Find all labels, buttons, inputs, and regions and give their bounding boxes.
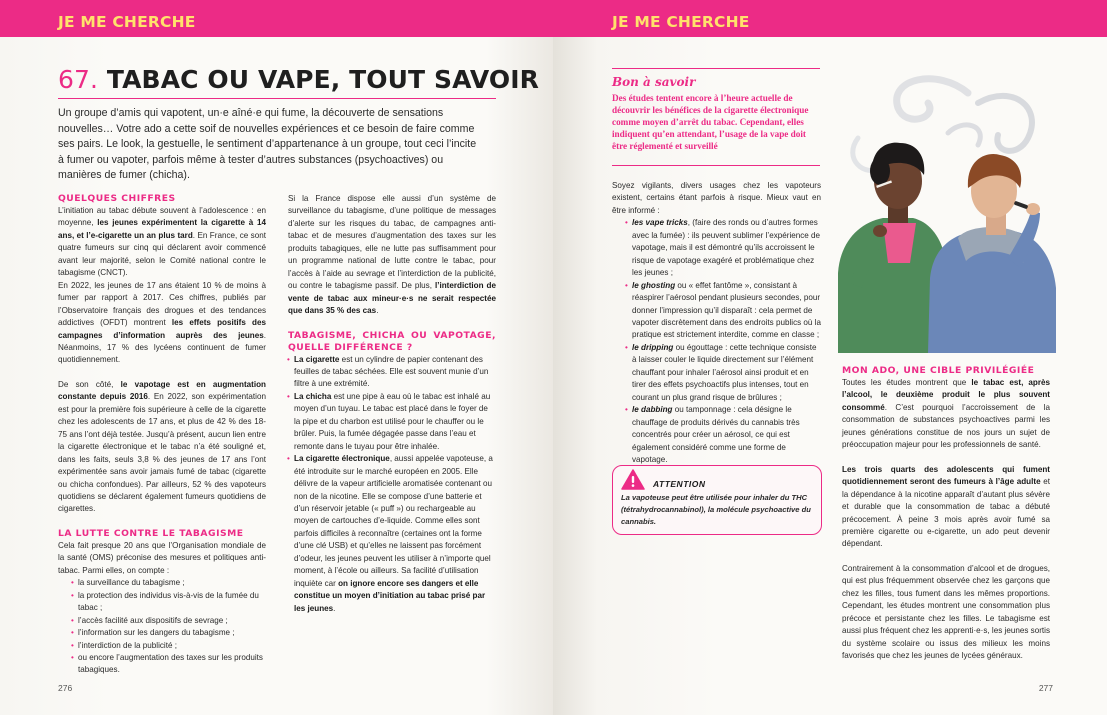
bon-a-savoir-text: Des études tentent encore à l’heure actuelle de découvrir les bénéfices de la cigarette électronique comme moyen d’arrêt du tabac. Cependant, elles indiquent qu’en attendant, l’usage de la vape doit être réglementé et surveillé (612, 93, 809, 152)
bullet-list (612, 217, 821, 466)
paragraph: Les trois quarts des adolescents qui fument quotidiennement seront des fumeurs à l’âge adulte et la dépendance à la nicotine apparaît d’autant plus sévère et durable que la consommation de tabac a débuté précocement. À peine 3 mois après avoir fumé sa première cigarette ou e-cigarette, un ado peut devenir dépendant. (842, 464, 1050, 549)
list-item: • l’information sur les dangers du tabagisme ; (72, 627, 266, 639)
bullet-list (58, 577, 266, 677)
column-1 (58, 193, 266, 677)
chapter-title (58, 65, 539, 94)
bon-a-savoir-box (612, 67, 820, 152)
bon-a-savoir-title: Bon à savoir (612, 75, 696, 89)
list-item: • l’accès facilité aux dispositifs de sevrage ; (72, 615, 266, 627)
paragraph: Soyez vigilants, divers usages chez les vapoteurs existent, certains étant parfois à risque. Mieux vaut en être informé : (612, 181, 821, 215)
column-4 (842, 365, 1050, 663)
header-band (553, 0, 1107, 37)
page-number: 277 (1038, 683, 1053, 693)
chapter-number: 67. (58, 65, 99, 94)
list-item: • le dripping ou égouttage : cette technique consiste à laisser couler le liquide directement sur l’élément chauffant pour inhaler l’aérosol ainsi produit et en tirer des effets psychoactifs plus intenses, tout en courant un plus grand risque de brûlures ; (626, 342, 821, 404)
header-band (0, 0, 553, 37)
list-item: • La chicha est une pipe à eau où le tabac est inhalé au moyen d’un tuyau. Le tabac est placé dans le foyer de la pipe et du charbon est utilisé pour le chauffer ou le brûler. Puis, la fumée dégagée passe dans l’eau et remonte dans le tuyau pour être inhalée. (288, 391, 496, 453)
teens-vaping-illustration (828, 63, 1058, 353)
section-title-chiffres: QUELQUES CHIFFRES (58, 193, 176, 204)
column-3 (612, 180, 821, 466)
list-item: • le dabbing ou tamponnage : cela désigne le chauffage de produits dérivés du cannabis très concentrés pour créer un aérosol, ce qui est également considéré comme une forme de vapotage. (626, 404, 821, 466)
left-page (0, 0, 553, 715)
list-item: • l’interdiction de la publicité ; (72, 640, 266, 652)
attention-box (612, 465, 822, 535)
section-title-difference: TABAGISME, CHICHA OU VAPOTAGE, QUELLE DIFFÉRENCE ? (288, 329, 496, 353)
paragraph: L’initiation au tabac débute souvent à l’adolescence : en moyenne, les jeunes expérimentent la cigarette à 14 ans, et l’e-cigarette un an plus tard. En France, ce sont quatre fumeurs sur cinq qui déclarent avoir commencé avant leur majorité, selon le Comité national contre le tabagisme (CNCT). (58, 206, 266, 278)
running-header: JE ME CHERCHE (612, 13, 750, 31)
running-header: JE ME CHERCHE (58, 13, 196, 31)
paragraph: Si la France dispose elle aussi d’un système de surveillance du tabagisme, d’une politique de messages d’alerte sur les risques du tabac, de campagnes anti-tabac et de mesures d’augmentation des taxes sur les produits tabagiques, elle ne lutte pas suffisamment pour un programme national de lutte contre le tabac, pour l’accès à l’aide au sevrage et l’interdiction de la publicité, ou contre le tabagisme passif. De plus, l’interdiction de vente de tabac aux mineur·e·s ne serait respectée que dans 35 % des cas. (288, 194, 496, 316)
paragraph: Cela fait presque 20 ans que l’Organisation mondiale de la santé (OMS) préconise des mesures et politiques anti-tabac. Parmi elles, on compte : (58, 540, 266, 575)
warning-icon (621, 469, 645, 490)
bullet-list (288, 354, 496, 616)
list-item: • la protection des individus vis-à-vis de la fumée du tabac ; (72, 590, 266, 615)
paragraph: Toutes les études montrent que le tabac est, après l’alcool, le deuxième produit le plus souvent consommé. C’est pourquoi l’accroissement de la consommation de substances psychoactives parmi les jeunes générations constitue de nos jours un sujet de préoccupation majeur pour les professionnels de santé. (842, 378, 1050, 450)
paragraph: De son côté, le vapotage est en augmentation constante depuis 2016. En 2022, son expérimentation est pour la première fois supérieure à celle de la cigarette chez les adolescents de 17 ans, et plus de 42 % des 18-75 ans l’ont déjà testée. Jusqu’à présent, aucun lien entre la cigarette électronique et le tabac n’a été souligné et, dans les faits, seuls 3,8 % des jeunes de 17 ans l’ont expérimentée sans avoir jamais fumé de tabac (cigarette ou chicha confondues). Par ailleurs, 52 % des vapoteurs quotidiens se déclarent également fumeurs quotidiens de cigarettes. (58, 379, 266, 514)
attention-text: La vapoteuse peut être utilisée pour inhaler du THC (tétrahydrocannabinol), la molécule psychoactive du cannabis. (621, 493, 811, 526)
list-item: • ou encore l’augmentation des taxes sur les produits tabagiques. (72, 652, 266, 677)
box-bottom-rule (612, 165, 820, 166)
column-2 (288, 193, 496, 615)
intro-paragraph: Un groupe d’amis qui vapotent, un·e aîné·e qui fume, la découverte de sensations nouvelles… Votre ado a cette soif de nouvelles expériences et ce besoin de faire comme ses pairs. Le look, la gestuelle, le sentiment d’appartenance à un groupe, tout ceci l’incite à fumer ou vapoter, parfois même à tester d’autres substances (psychoactives) ou manières de fumer (chicha). (58, 107, 477, 181)
list-item: • La cigarette électronique, aussi appelée vapoteuse, a été introduite sur le marché européen en 2005. Elle délivre de la vapeur artificielle aromatisée contenant ou non de la nicotine. Elle se compose d’une batterie et d’un réservoir jetable (« puff ») ou rechargeable au moyen de cartouches d’e-liquide. Comme elles sont parfois difficiles à reconnaître (certaines ont la forme d’une clé USB) et qu’elles ne laissent pas forcément d’odeur, les jeunes peuvent les utiliser à n’importe quel moment, à l’école ou ailleurs. Sa facilité d’utilisation inquiète car on ignore encore ses dangers et elle constitue un moyen d’initiation au tabac prisé par les jeunes. (288, 453, 496, 615)
title-rule (58, 98, 496, 99)
list-item: • la surveillance du tabagisme ; (72, 577, 266, 589)
paragraph: En 2022, les jeunes de 17 ans étaient 10 % de moins à fumer par rapport à 2017. Ces chiffres, publiés par l’Observatoire français des drogues et des tendances addictives (OFDT) montrent les effets positifs des campagnes d’information auprès des jeunes. Néanmoins, 17 % des lycéens continuent de fumer quotidiennement. (58, 280, 266, 365)
list-item: • le ghosting ou « effet fantôme », consistant à réaspirer l’aérosol pendant plusieurs secondes, pour donner l’impression qu’il disparaît : cela permet de vapoter discrètement dans des endroits publics où la pratique est strictement interdite, comme en classe ; (626, 280, 821, 342)
right-page (553, 0, 1107, 715)
paragraph: Contrairement à la consommation d’alcool et de drogues, qui est plus fréquemment observée chez les garçons que chez les filles, tous fument dans les mêmes proportions. Cependant, les études montrent une consommation plus précoce et persistante chez les filles. Le tabagisme est aussi plus fréquent chez les apprenti·e·s, les jeunes sortis du système scolaire ou issus des milieux les moins favorisés que chez les jeunes de lycées généraux. (842, 563, 1050, 661)
page-number: 276 (58, 683, 73, 693)
section-title-lutte: LA LUTTE CONTRE LE TABAGISME (58, 527, 244, 539)
section-title-cible: MON ADO, UNE CIBLE PRIVILÉGIÉE (842, 365, 1035, 376)
attention-title: ATTENTION (653, 479, 706, 489)
list-item: • les vape tricks, (faire des ronds ou d’autres formes avec la fumée) : ils peuvent sublimer l’expérience de vapotage, mais il est démontré qu’ils accroissent le risque de vapotage exagéré et problématique chez les jeunes ; (626, 217, 821, 279)
list-item: • La cigarette est un cylindre de papier contenant des feuilles de tabac séchées. Elle est souvent munie d’un filtre à une extrémité. (288, 354, 496, 391)
chapter-title-text: TABAC OU VAPE, TOUT SAVOIR (106, 65, 539, 94)
